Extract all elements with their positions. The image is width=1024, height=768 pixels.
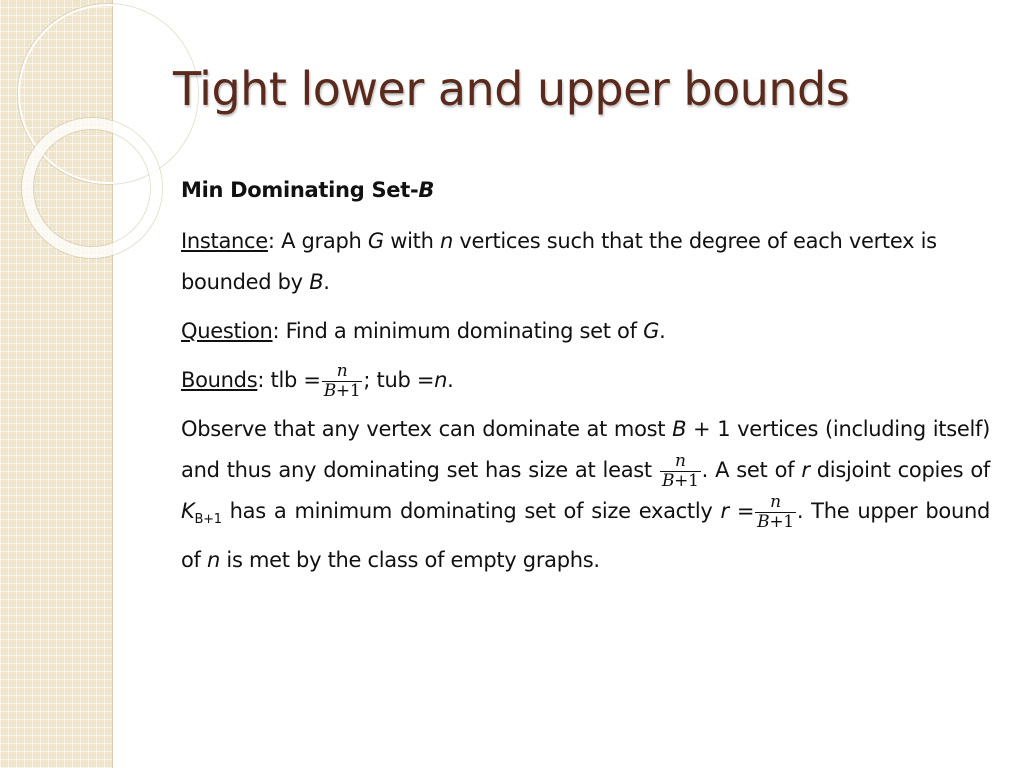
instance-paragraph: Instance: A graph G with n vertices such that the degree of each vertex is bounded by B. (181, 229, 937, 294)
bounds-paragraph: Bounds: tlb = $\frac{n}{B+1}$ ; tub =n. (181, 360, 454, 401)
question-paragraph: Question: Find a minimum dominating set of G. (181, 319, 666, 343)
slide-title: Tight lower and upper bounds (173, 62, 850, 116)
bounds-label: Bounds (181, 368, 258, 392)
fraction-n-over-b-plus-1: $\frac{n}{B+1}$ (323, 360, 361, 401)
fraction-n-over-b-plus-1: $\frac{n}{B+1}$ (757, 491, 794, 532)
observation-paragraph: Observe that any vertex can dominate at most B + 1 vertices (including itself) and thus any dominating set has size at least $\frac{n}{B+1}$ . A set of r disjoint copies of $K_{B+1}$ has a minimum dominating set of size exactly r = $\frac{n}{B+1}$ . The upper bound of n is met by the class of empty graphs. (181, 417, 991, 573)
decorative-ring-small (22, 118, 162, 258)
decorative-side-strip (0, 0, 113, 768)
question-label: Question (181, 319, 273, 343)
instance-label: Instance (181, 229, 268, 253)
slide-body (181, 170, 990, 581)
problem-heading: Min Dominating Set-B (181, 178, 435, 202)
fraction-n-over-b-plus-1: $\frac{n}{B+1}$ (661, 450, 699, 491)
